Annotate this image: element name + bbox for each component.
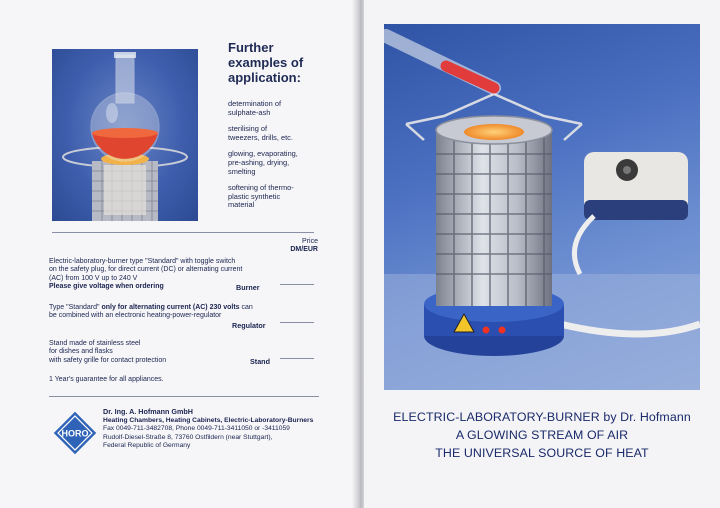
stand-description: Stand made of stainless steel for dishes and flasks with safety grille for contact protection: [49, 340, 167, 364]
regulator-description: Type "Standard" only for alternating current (AC) 230 volts can be combined with an electronic heating-power-regulator: [49, 304, 253, 320]
price-header: Price DM/EUR: [290, 238, 318, 253]
application-list: [228, 100, 338, 218]
company-contact: Fax 0049-711-3482708, Phone 0049-711-3411050 or -3411059: [103, 425, 290, 433]
regulator-label: Regulator: [232, 321, 266, 330]
logo-text: HORO: [61, 428, 89, 439]
company-country: Federal Republic of Germany: [103, 442, 191, 450]
stand-price-blank: [280, 358, 314, 359]
application-item: sterilising of tweezers, drills, etc.: [228, 124, 293, 142]
application-item: softening of thermo- plastic synthetic material: [228, 183, 294, 210]
burner-description: Electric-laboratory-burner type "Standard" with toggle switch on the safety plug, for direct current (DC) or alternating current (AC) from 100 V up to 240 V Please give voltage when ordering: [49, 258, 243, 290]
application-item: determination of sulphate-ash: [228, 99, 281, 117]
company-info: [103, 408, 333, 451]
guarantee-text: 1 Year's guarantee for all appliances.: [49, 376, 164, 383]
company-name: Dr. Ing. A. Hofmann GmbH: [103, 407, 193, 416]
burner-photo: [384, 24, 700, 390]
caption-line-1: ELECTRIC-LABORATORY-BURNER by Dr. Hofmann: [393, 410, 691, 424]
caption-line-2: A GLOWING STREAM OF AIR: [455, 428, 629, 442]
burner-label: Burner: [236, 283, 260, 292]
application-item: glowing, evaporating, pre-ashing, drying, smelting: [228, 149, 298, 176]
price-divider: [52, 232, 314, 233]
company-address: Rudolf-Diesel-Straße 8, 73760 Ostfildern (near Stuttgart),: [103, 433, 273, 441]
regulator-price-blank: [280, 322, 314, 323]
horo-logo: [52, 410, 98, 456]
burner-price-blank: [280, 284, 314, 285]
further-examples-heading: Further examples of application:: [228, 40, 304, 85]
company-subtitle: Heating Chambers, Heating Cabinets, Electric-Laboratory-Burners: [103, 416, 314, 424]
caption-line-3: THE UNIVERSAL SOURCE OF HEAT: [435, 446, 649, 460]
company-divider: [49, 396, 319, 397]
flask-burner-photo: [52, 49, 198, 221]
stand-label: Stand: [250, 357, 270, 366]
